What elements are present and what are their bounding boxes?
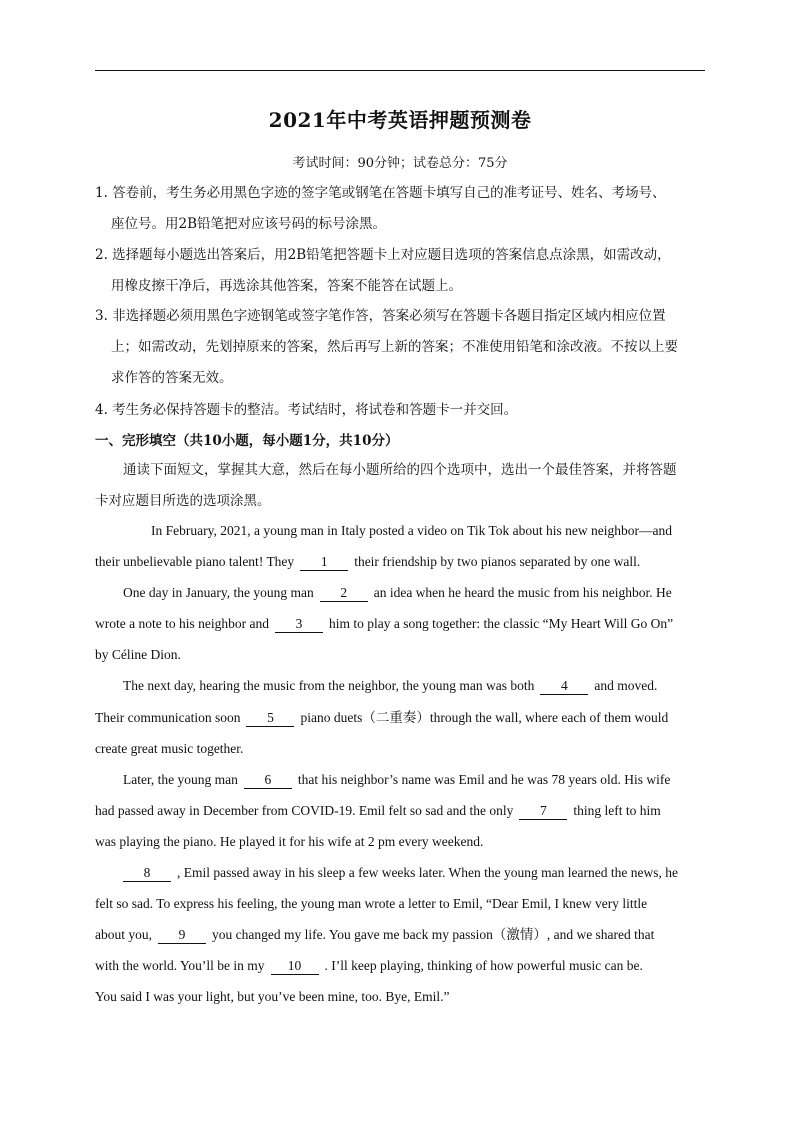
passage-text: and moved. bbox=[594, 678, 658, 694]
passage-text: , Emil passed away in his sleep a few weeks later. When the young man learned the news, he bbox=[177, 865, 678, 881]
passage-text: was playing the piano. He played it for his wife at 2 pm every weekend. bbox=[95, 833, 484, 849]
passage-line bbox=[95, 608, 707, 639]
passage-text: Their communication soon bbox=[95, 709, 241, 725]
exam-title: 2021年中考英语押题预测卷 bbox=[268, 108, 532, 132]
blank-5[interactable]: 5 bbox=[246, 709, 294, 727]
instruction-3-line-3: 求作答的答案无效。 bbox=[111, 370, 233, 386]
passage-text: thing left to him bbox=[573, 802, 661, 818]
passage-text: create great music together. bbox=[95, 740, 244, 756]
passage-text: that his neighbor’s name was Emil and he was 78 years old. His wife bbox=[297, 771, 671, 787]
blank-7[interactable]: 7 bbox=[519, 802, 567, 820]
passage-text: piano duets（二重奏）through the wall, where each of them would bbox=[300, 709, 669, 725]
passage-text: The next day, hearing the music from the neighbor, the young man was both bbox=[123, 678, 535, 694]
passage-text: their unbelievable piano talent! They bbox=[95, 554, 295, 570]
section-description-line-2: 卡对应题目所选的选项涂黑。 bbox=[95, 493, 271, 509]
passage-text: . I’ll keep playing, thinking of how powerful music can be. bbox=[324, 958, 643, 974]
passage-text: about you, bbox=[95, 927, 152, 943]
blank-8[interactable]: 8 bbox=[123, 864, 171, 882]
instruction-2 bbox=[95, 240, 707, 302]
passage-line bbox=[95, 515, 707, 546]
passage-line bbox=[95, 764, 707, 795]
blank-10[interactable]: 10 bbox=[271, 957, 319, 975]
passage-text: felt so sad. To express his feeling, the young man wrote a letter to Emil, “Dear Emil, I knew very little bbox=[95, 896, 648, 912]
passage-line bbox=[95, 546, 707, 577]
passage-text: by Céline Dion. bbox=[95, 647, 181, 663]
blank-6[interactable]: 6 bbox=[244, 771, 292, 789]
passage-text: In February, 2021, a young man in Italy posted a video on Tik Tok about his new neighbor—and bbox=[151, 523, 672, 538]
section-description bbox=[95, 455, 707, 517]
instruction-3-line-2: 上；如需改动，先划掉原来的答案，然后再写上新的答案；不准使用铅笔和涂改液。不按以上要 bbox=[111, 339, 678, 355]
passage-text: had passed away in December from COVID-19. Emil felt so sad and the only bbox=[95, 802, 514, 818]
passage-text: Later, the young man bbox=[123, 771, 238, 787]
passage-line bbox=[95, 795, 707, 826]
passage-text: with the world. You’ll be in my bbox=[95, 958, 265, 974]
passage-line bbox=[95, 577, 707, 608]
instruction-4 bbox=[95, 395, 707, 426]
passage-text: You said I was your light, but you’ve been mine, too. Bye, Emil.” bbox=[95, 989, 450, 1005]
passage-line bbox=[95, 670, 707, 701]
passage-text: One day in January, the young man bbox=[123, 585, 314, 601]
instruction-4-line-1: 4. 考生务必保持答题卡的整洁。考试结时，将试卷和答题卡一并交回。 bbox=[95, 402, 518, 418]
passage-line bbox=[95, 919, 707, 950]
blank-3[interactable]: 3 bbox=[275, 615, 323, 633]
passage-text: wrote a note to his neighbor and bbox=[95, 616, 269, 632]
passage-text: an idea when he heard the music from his neighbor. He bbox=[373, 585, 672, 601]
instruction-1 bbox=[95, 178, 707, 240]
blank-9[interactable]: 9 bbox=[158, 926, 206, 944]
passage-line bbox=[95, 639, 707, 670]
instruction-2-line-1: 2. 选择题每小题选出答案后，用2B铅笔把答题卡上对应题目选项的答案信息点涂黑，如需改动， bbox=[95, 247, 671, 263]
passage-line bbox=[95, 950, 707, 981]
blank-4[interactable]: 4 bbox=[540, 677, 588, 695]
passage-line bbox=[95, 702, 707, 733]
passage-text: him to play a song together: the classic “My Heart Will Go On” bbox=[328, 616, 674, 632]
exam-subtitle: 考试时间：90分钟；试卷总分：75分 bbox=[292, 156, 508, 171]
cloze-passage bbox=[95, 515, 707, 1013]
instruction-2-line-2: 用橡皮擦干净后，再选涂其他答案，答案不能答在试题上。 bbox=[111, 278, 462, 294]
blank-1[interactable]: 1 bbox=[300, 553, 348, 571]
passage-text: you changed my life. You gave me back my passion（激情）, and we shared that bbox=[212, 927, 655, 943]
passage-line bbox=[95, 981, 707, 1012]
instruction-1-line-2: 座位号。用2B铅笔把对应该号码的标号涂黑。 bbox=[111, 216, 387, 232]
instruction-3-line-1: 3. 非选择题必须用黑色字迹钢笔或签字笔作答，答案必须写在答题卡各题目指定区域内相应位置 bbox=[95, 308, 666, 324]
section-description-line-1: 通读下面短文，掌握其大意，然后在每小题所给的四个选项中，选出一个最佳答案，并将答题 bbox=[123, 462, 677, 478]
passage-text: their friendship by two pianos separated by one wall. bbox=[354, 554, 641, 570]
instruction-3 bbox=[95, 301, 707, 394]
passage-line bbox=[95, 733, 707, 764]
passage-line bbox=[95, 857, 707, 888]
section-heading: 一、完形填空（共10小题，每小题1分，共10分） bbox=[95, 433, 399, 449]
header-rule bbox=[95, 70, 705, 71]
blank-2[interactable]: 2 bbox=[320, 584, 368, 602]
passage-line bbox=[95, 888, 707, 919]
instruction-1-line-1: 1. 答卷前，考生务必用黑色字迹的签字笔或钢笔在答题卡填写自己的准考证号、姓名、考场号、 bbox=[95, 185, 666, 201]
passage-line bbox=[95, 826, 707, 857]
